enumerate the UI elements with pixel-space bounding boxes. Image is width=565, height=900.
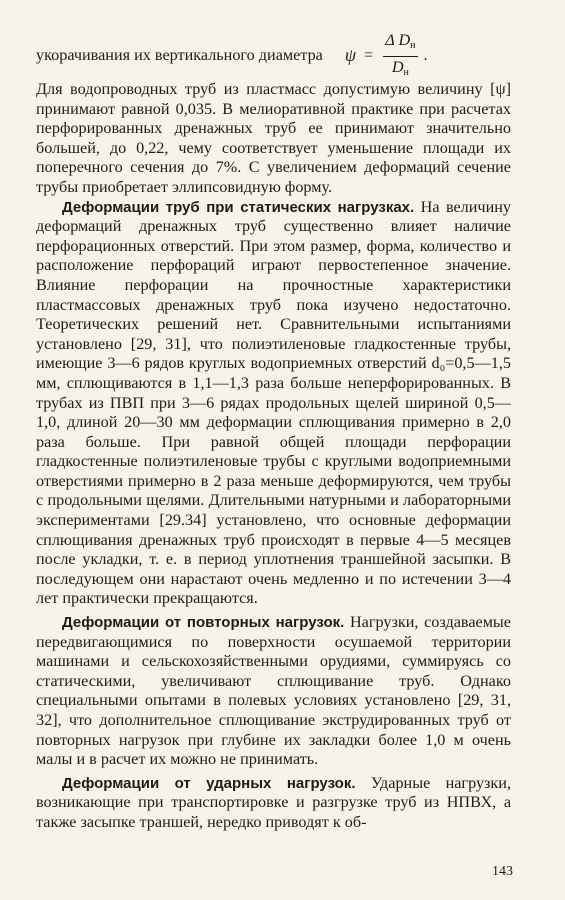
formula-denominator: $D_н$ [391,57,409,78]
section-heading-static: Деформации труб при статических нагрузках. [62,198,415,216]
paragraph-1: Для водопроводных труб из пластмасс допустимую величину [ψ] принимают равной 0,035. В мелиоративной практике при расчетах перфорированных дренажных труб ее принимают значительно большей, до 0,22, чему соответствует уменьшение площади их поперечного сечения до 7%. С увеличением деформаций сечение трубы приобретает эллипсовидную форму. [36,80,511,196]
formula-numerator: Δ $D_н$ [383,31,417,57]
formula-fraction [383,31,417,82]
section-heading-repeated: Деформации от повторных нагрузок. [62,614,345,632]
page-number: 143 [492,864,513,879]
paragraph-4-text: Ударные нагрузки, возникающие при транспортировке и разгрузке труб из НПВХ, а также засыпке траншей, нередко приводят к об- [36,773,512,831]
document-page [36,30,512,833]
paragraph-2 [36,198,511,609]
formula-psi-symbol: ψ [344,45,357,66]
formula-lead-text: укорачивания их вертикального диаметра [36,46,323,65]
formula-equals: = [364,46,374,65]
formula-line [36,30,511,78]
paragraph-2-text: На величину деформаций дренажных труб существенно влияет наличие перфорационных отверстий. При этом размер, форма, количество и расположение перфораций играют первостепенное значение. Влияние перфорации на прочностные характеристики пластмассовых дренажных труб пока изучено недостаточно. Теоретических решений нет. Сравнительными испытаниями установлено [29, 31], что полиэтиленовые гладкостенные трубы, имеющие 3—6 рядов круглых водоприемных отверстий d₀=0,5—1,5 мм, сплющиваются в 1,1—1,3 раза больше неперфорированных. В трубах из ПВП при 3—6 рядах продольных щелей шириной 0,5—1,0, длиной 20—30 мм деформации сплющивания примерно в 2,0 раза больше. При равной общей площади перфорации гладкостенные полиэтиленовые трубы с круглыми водоприемными отверстиями примерно в 2 раза меньше деформируются, чем трубы с продольными щелями. Длительными натурными и лабораторными экспериментами [29.34] установлено, что основные деформации сплющивания дренажных труб происходят в первые 4—5 месяцев после укладки, т. е. в период уплотнения траншейной засыпки. В последующем они нарастают очень медленно и по истечении 3—4 лет практически прекращаются. [36,197,511,608]
paragraph-3 [36,613,511,770]
formula-trailing-dot: . [423,46,428,65]
paragraph-3-text: Нагрузки, создаваемые передвигающимися по поверхности осушаемой территории машинами и сельскохозяйственными орудиями, суммируясь со статическими, увеличивают сплющивание труб. Однако специальными опытами в полевых условиях установлено [29, 31, 32], что дополнительное сплющивание экструдированных труб от повторных нагрузок при глубине их закладки более 1,0 м очень малы и в расчет их можно не принимать. [36,613,511,769]
paragraph-4 [36,774,511,833]
section-heading-impact: Деформации от ударных нагрузок. [62,774,356,792]
